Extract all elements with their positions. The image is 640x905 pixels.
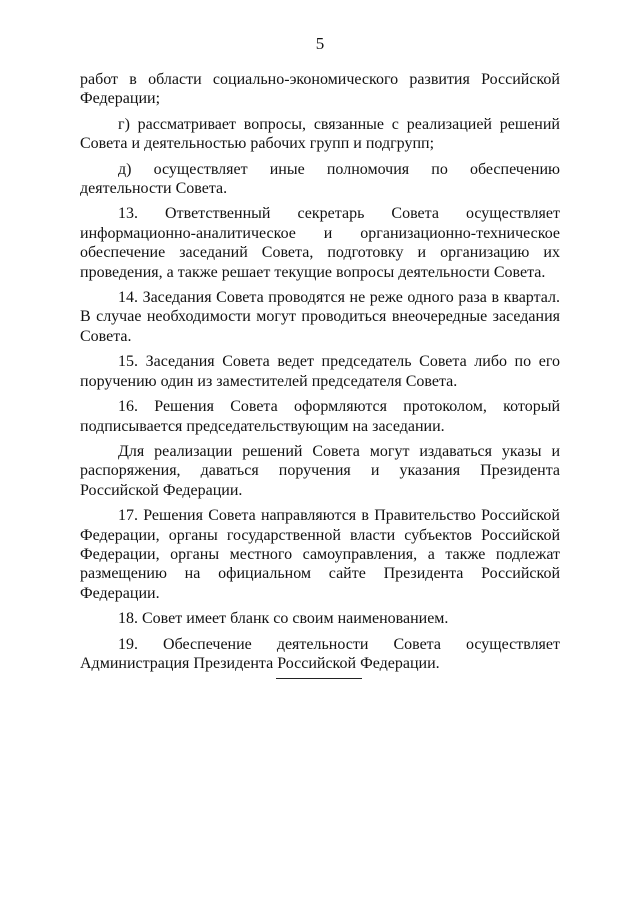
paragraph-continuation: работ в области социально-экономического развития Российской Федерации; bbox=[80, 71, 560, 108]
document-body bbox=[80, 70, 560, 679]
paragraph-item-g: г) рассматривает вопросы, связанные с реализацией решений Совета и деятельностью рабочих групп и подгрупп; bbox=[80, 115, 560, 153]
paragraph-16-continued: Для реализации решений Совета могут издаваться указы и распоряжения, даваться поручения и указания Президента Российской Федерации. bbox=[80, 442, 560, 499]
end-of-document-rule bbox=[276, 678, 362, 679]
page-number: 5 bbox=[315, 34, 325, 53]
paragraph-item-d: д) осуществляет иные полномочия по обеспечению деятельности Совета. bbox=[80, 160, 560, 198]
paragraph-18: 18. Совет имеет бланк со своим наименованием. bbox=[118, 610, 449, 628]
paragraph-19: 19. Обеспечение деятельности Совета осуществляет Администрация Президента Российской Федерации. bbox=[80, 635, 560, 672]
paragraph-15: 15. Заседания Совета ведет председатель Совета либо по его поручению один из заместителей председателя Совета. bbox=[80, 353, 560, 390]
paragraph-14: 14. Заседания Совета проводятся не реже одного раза в квартал. В случае необходимости могут проводиться внеочередные заседания Совета. bbox=[80, 289, 560, 345]
paragraph-16: 16. Решения Совета оформляются протоколом, который подписывается председательствующим на заседании. bbox=[80, 398, 560, 435]
paragraph-17: 17. Решения Совета направляются в Правительство Российской Федерации, органы государственной власти субъектов Российской Федерации, органы местного самоуправления, а также подлежат размещению на официальном сайте Президента Российской Федерации. bbox=[80, 507, 560, 602]
paragraph-13: 13. Ответственный секретарь Совета осуществляет информационно-аналитическое и организационно-техническое обеспечение заседаний Совета, подготовку и организацию их проведения, а также решает текущие вопросы деятельности Совета. bbox=[80, 205, 560, 281]
